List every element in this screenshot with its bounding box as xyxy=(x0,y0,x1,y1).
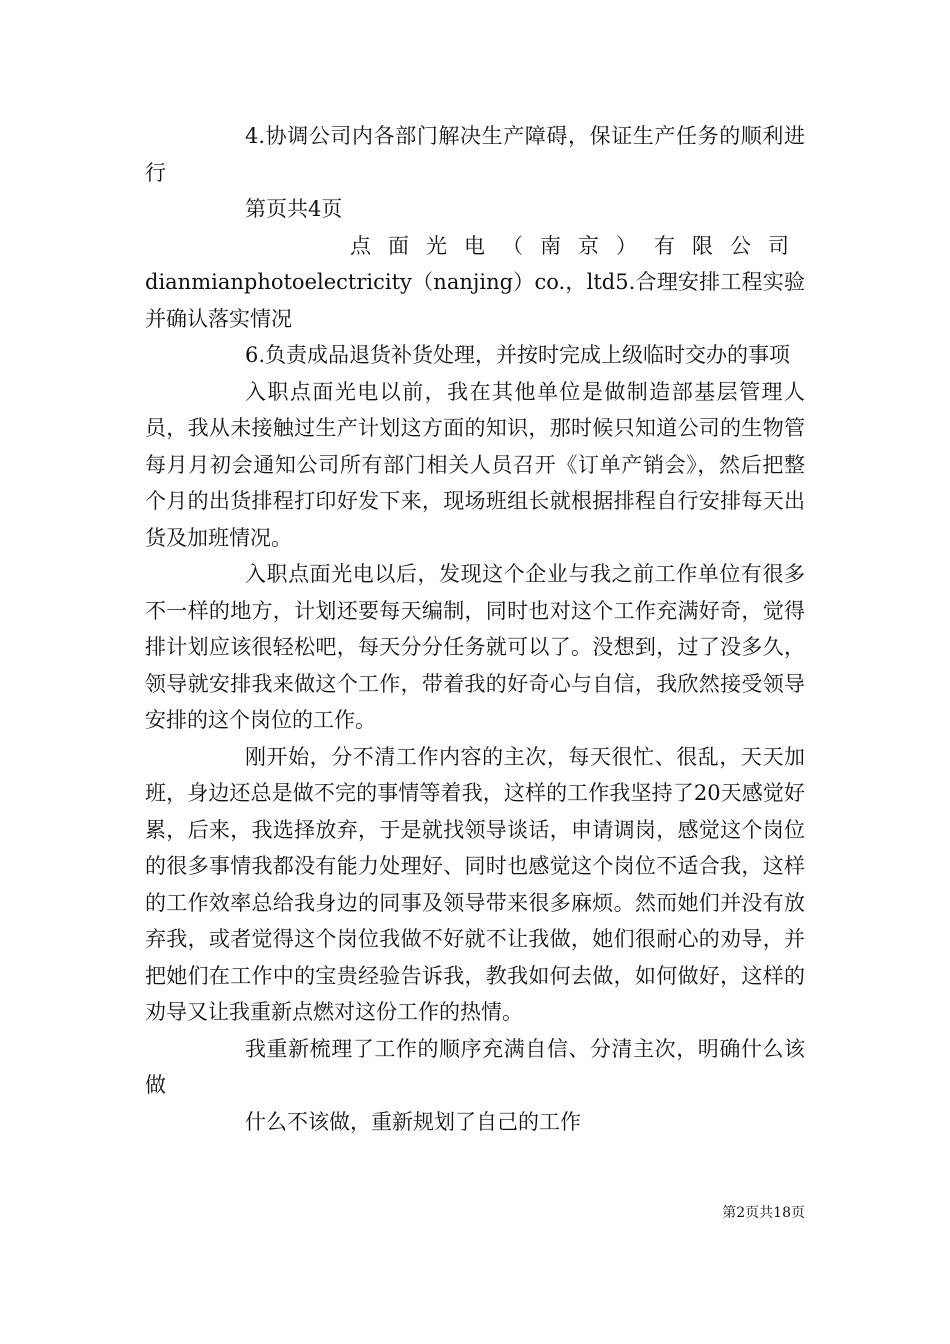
paragraph-before-joining: 入职点面光电以前，我在其他单位是做制造部基层管理人员，我从未接触过生产计划这方面的知识，那时候只知道公司的生物管每月月初会通知公司所有部门相关人员召开《订单产销会》，然后把整个月的出货排程打印好发下来，现场班组长就根据排程自行安排每天出货及加班情况。 xyxy=(145,379,805,550)
company-name-en-duty-5: dianmianphotoelectricity（nanjing）co.，ltd5.合理安排工程实验并确认落实情况 xyxy=(145,270,805,331)
paragraph-after-joining: 入职点面光电以后，发现这个企业与我之前工作单位有很多不一样的地方，计划还要每天编制，同时也对这个工作充满好奇，觉得排计划应该很轻松吧，每天分分任务就可以了。没想到，过了没多久，领导就安排我来做这个工作，带着我的好奇心与自信，我欣然接受领导安排的这个岗位的工作。 xyxy=(145,562,805,732)
page-number-footer: 第2页共18页 xyxy=(722,1205,805,1221)
document-body xyxy=(145,118,805,1140)
paragraph-duty-4: 4.协调公司内各部门解决生产障碍，保证生产任务的顺利进行 xyxy=(145,124,805,185)
paragraph-replan: 什么不该做，重新规划了自己的工作 xyxy=(245,1109,581,1134)
paragraph-duty-6: 6.负责成品退货补货处理，并按时完成上级临时交办的事项 xyxy=(245,343,791,367)
paragraph-reorganize: 我重新梳理了工作的顺序充满自信、分清主次，明确什么该做 xyxy=(145,1036,805,1097)
inline-page-marker: 第页共4页 xyxy=(245,197,343,221)
company-name-cn: 点面光电（南京）有限公司 xyxy=(350,233,806,258)
paragraph-beginning: 刚开始，分不清工作内容的主次，每天很忙、很乱，天天加班，身边还总是做不完的事情等着我，这样的工作我坚持了20天感觉好累，后来，我选择放弃，于是就找领导谈话，申请调岗，感觉这个岗位的很多事情我都没有能力处理好、同时也感觉这个岗位不适合我，这样的工作效率总给我身边的同事及领导带来很多麻烦。然而她们并没有放弃我，或者觉得这个岗位我做不好就不让我做，她们很耐心的劝导，并把她们在工作中的宝贵经验告诉我，教我如何去做，如何做好，这样的劝导又让我重新点燃对这份工作的热情。 xyxy=(145,744,805,1024)
